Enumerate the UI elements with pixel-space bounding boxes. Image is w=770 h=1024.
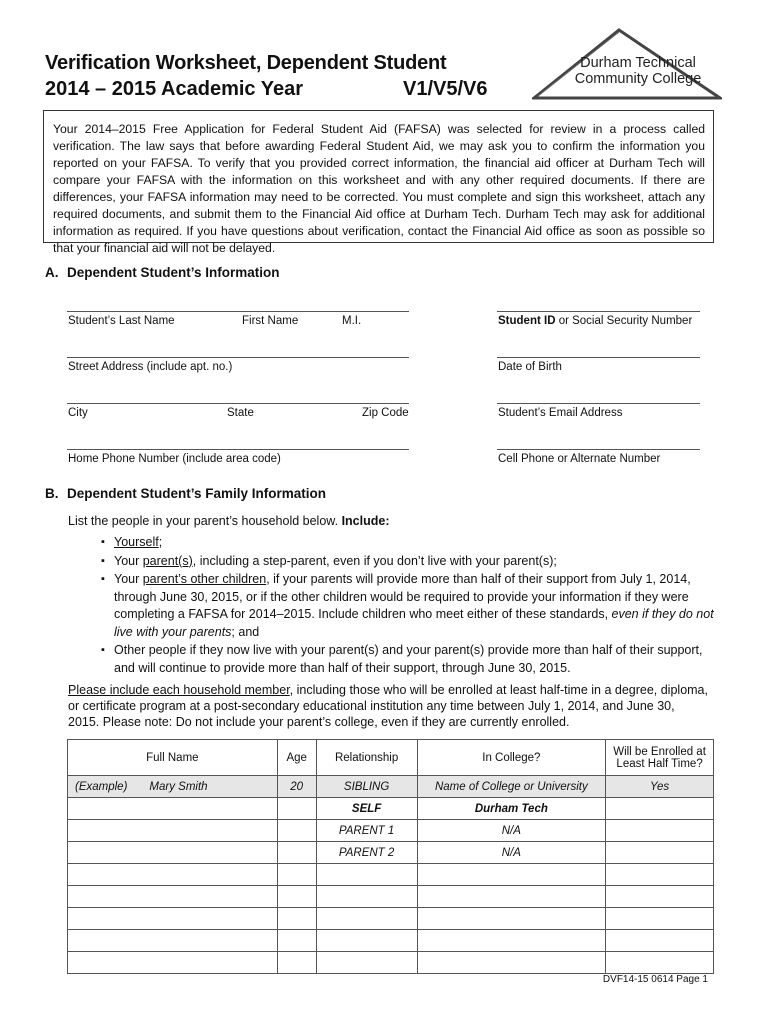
email-label: Student’s Email Address [498, 407, 623, 419]
table-row [68, 842, 714, 864]
college-cell[interactable] [417, 908, 606, 930]
parent1-relationship: PARENT 1 [316, 820, 417, 842]
header-relationship: Relationship [316, 740, 417, 776]
parent2-relationship: PARENT 2 [316, 842, 417, 864]
enrolled-cell[interactable] [606, 952, 714, 974]
relationship-cell[interactable] [316, 930, 417, 952]
list-intro-bold: Include: [341, 514, 390, 528]
cell-phone-label: Cell Phone or Alternate Number [498, 453, 661, 465]
relationship-cell[interactable] [316, 864, 417, 886]
parent2-college: N/A [417, 842, 606, 864]
household-note-rest: , including those who will be enrolled at least half-time in a degree, diploma, or certificate program at a post-secondary educational institution any time between July 1, 2014, and June 30, 2015. Please note: Do not include your parent’s college, even if they are currently enrolled. [68, 683, 708, 729]
table-row [68, 864, 714, 886]
example-label: (Example) [75, 780, 128, 793]
age-cell[interactable] [277, 886, 316, 908]
list-item [101, 553, 721, 571]
page-title: Verification Worksheet, Dependent Student [45, 52, 447, 74]
household-note-underlined: Please include each household member [68, 683, 290, 697]
section-a-letter: A. [45, 265, 59, 280]
header-in-college: In College? [417, 740, 606, 776]
city-line[interactable] [67, 403, 409, 404]
age-cell[interactable] [277, 930, 316, 952]
section-b-letter: B. [45, 486, 59, 501]
example-age: 20 [277, 776, 316, 798]
list-item [101, 534, 721, 552]
bullet3-rest: , if your parents will provide more than half of their support from July 1, 2014, through June 30, 2015, or if the other children would be required to provide your information if they were completing a FAFSA for 2014–2015. Include children who meet either of these standards, [114, 572, 691, 621]
example-name: Mary Smith [149, 780, 208, 793]
name-cell[interactable] [68, 952, 278, 974]
dob-label: Date of Birth [498, 361, 562, 373]
age-cell[interactable] [277, 908, 316, 930]
version-label: V1/V5/V6 [403, 78, 488, 100]
section-a-heading [45, 265, 280, 280]
relationship-cell[interactable] [316, 952, 417, 974]
bullet2-rest: , including a step-parent, even if you don’t live with your parent(s); [192, 553, 557, 568]
college-cell[interactable] [417, 930, 606, 952]
home-phone-label: Home Phone Number (include area code) [68, 453, 281, 465]
last-name-label: Student’s Last Name [68, 315, 175, 327]
name-cell[interactable] [68, 820, 278, 842]
name-line[interactable] [67, 311, 409, 312]
relationship-cell[interactable] [316, 886, 417, 908]
logo-line-2: Community College [574, 71, 702, 87]
include-list [101, 534, 721, 678]
name-cell[interactable] [68, 798, 278, 820]
table-row [68, 930, 714, 952]
header-full-name: Full Name [68, 740, 278, 776]
table-row [68, 952, 714, 974]
list-intro-text: List the people in your parent’s household below. [68, 514, 342, 528]
street-line[interactable] [67, 357, 409, 358]
table-row [68, 820, 714, 842]
example-relationship: SIBLING [316, 776, 417, 798]
age-cell[interactable] [277, 864, 316, 886]
bullet3-end: ; and [231, 624, 260, 639]
self-relationship: SELF [316, 798, 417, 820]
bullet3-italic: even if they do not live with your parents [114, 607, 714, 639]
table-row [68, 908, 714, 930]
age-cell[interactable] [277, 952, 316, 974]
relationship-cell[interactable] [316, 908, 417, 930]
mi-label: M.I. [342, 315, 362, 327]
name-cell[interactable] [68, 886, 278, 908]
home-phone-line[interactable] [67, 449, 409, 450]
section-b-heading [45, 486, 326, 501]
bullet3-pre: Your [114, 572, 143, 586]
student-id-label [498, 315, 692, 327]
enrolled-cell[interactable] [606, 842, 714, 864]
student-id-bold: Student ID [498, 315, 556, 327]
age-cell[interactable] [277, 820, 316, 842]
section-b-title: Dependent Student’s Family Information [67, 486, 327, 501]
bullet1-end: ; [158, 535, 163, 549]
email-line[interactable] [497, 403, 700, 404]
bullet2-pre: Your [114, 553, 143, 568]
section-a-title: Dependent Student’s Information [67, 265, 280, 280]
bullet1-text: Yourself [114, 535, 159, 549]
enrolled-cell[interactable] [606, 820, 714, 842]
enrolled-cell[interactable] [606, 930, 714, 952]
self-college: Durham Tech [417, 798, 606, 820]
college-cell[interactable] [417, 886, 606, 908]
academic-year-title [45, 78, 488, 101]
name-cell[interactable] [68, 930, 278, 952]
name-cell[interactable] [68, 908, 278, 930]
enrolled-cell[interactable] [606, 886, 714, 908]
header-enrolled: Will be Enrolled at Least Half Time? [606, 740, 714, 776]
zip-label: Zip Code [362, 407, 409, 419]
example-college: Name of College or University [417, 776, 606, 798]
list-item [101, 571, 721, 641]
dob-line[interactable] [497, 357, 700, 358]
household-table [67, 739, 714, 974]
header-age: Age [277, 740, 316, 776]
table-header-row [68, 740, 714, 776]
city-label: City [68, 407, 88, 419]
academic-year: 2014 – 2015 Academic Year [45, 78, 303, 100]
enrolled-cell[interactable] [606, 864, 714, 886]
list-intro [68, 514, 390, 528]
first-name-label: First Name [242, 315, 299, 327]
bullet3-underlined: parent’s other children [142, 572, 267, 586]
name-cell[interactable] [68, 842, 278, 864]
page-footer: DVF14-15 0614 Page 1 [602, 974, 708, 985]
household-note [68, 682, 708, 730]
intro-box: Your 2014–2015 Free Application for Federal Student Aid (FAFSA) was selected for review in a process called verification. The law says that before awarding Federal Student Aid, we may ask you to confirm the information you reported on your FAFSA. To verify that you provided correct information, the financial aid officer at Durham Tech will compare your FAFSA with the information on this worksheet and with any other required documents. If there are differences, your FAFSA information may need to be corrected. You must complete and sign this worksheet, attach any required documents, and submit them to the Financial Aid office at Durham Tech. Durham Tech may ask for additional information as required. If you have questions about verification, contact the Financial Aid office as soon as possible so that your financial aid will not be delayed. [43, 110, 714, 243]
logo-line-1: Durham Technical [580, 55, 696, 71]
student-id-rest: or Social Security Number [555, 315, 693, 327]
enrolled-cell[interactable] [606, 798, 714, 820]
table-row [68, 886, 714, 908]
list-item [101, 642, 721, 677]
table-row [68, 798, 714, 820]
bullet4-text: Other people if they now live with your parent(s) and your parent(s) provide more than half of their support, and will continue to provide more than half of their support, through June 30, 2015. [114, 643, 703, 675]
logo-text [572, 55, 704, 87]
college-cell[interactable] [417, 864, 606, 886]
example-enrolled: Yes [606, 776, 714, 798]
example-name-cell [68, 776, 278, 798]
enrolled-cell[interactable] [606, 908, 714, 930]
parent1-college: N/A [417, 820, 606, 842]
student-id-line[interactable] [497, 311, 700, 312]
street-label: Street Address (include apt. no.) [68, 361, 233, 373]
college-cell[interactable] [417, 952, 606, 974]
age-cell[interactable] [277, 842, 316, 864]
state-label: State [227, 407, 254, 419]
name-cell[interactable] [68, 864, 278, 886]
bullet2-underlined: parent(s) [142, 553, 193, 568]
example-row [68, 776, 714, 798]
age-cell[interactable] [277, 798, 316, 820]
cell-phone-line[interactable] [497, 449, 700, 450]
